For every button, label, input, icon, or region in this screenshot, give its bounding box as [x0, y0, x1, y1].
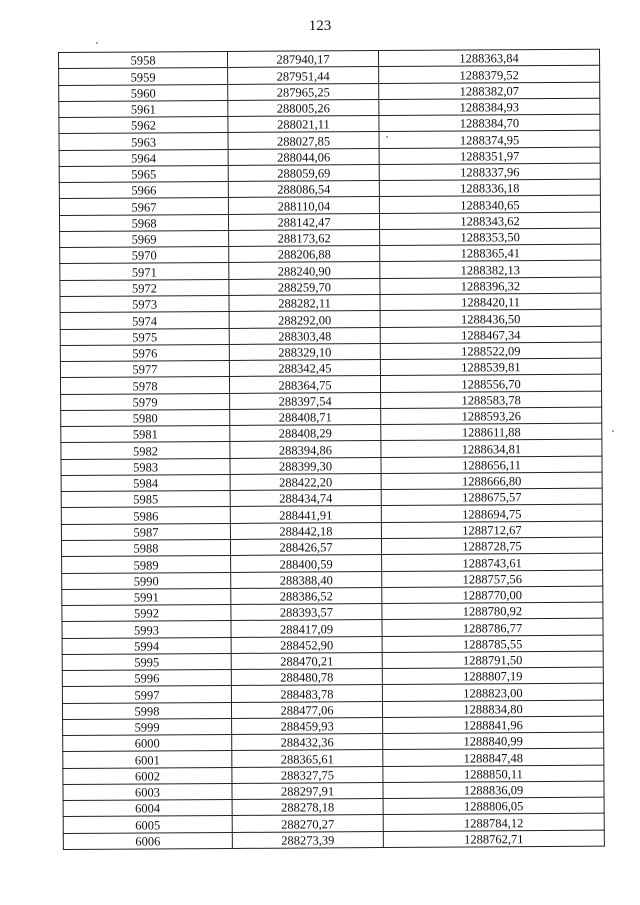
x-coordinate-cell: 288270,27: [232, 815, 383, 832]
point-number-cell: 5988: [61, 539, 230, 556]
point-number-cell: 5986: [61, 507, 230, 524]
point-number-cell: 5979: [61, 393, 230, 410]
point-number-cell: 5961: [59, 100, 228, 117]
point-number-cell: 5969: [60, 230, 229, 247]
y-coordinate-cell: 1288807,19: [382, 667, 603, 685]
x-coordinate-cell: 288417,09: [231, 620, 382, 637]
x-coordinate-cell: 288142,47: [228, 213, 379, 230]
x-coordinate-cell: 288365,61: [232, 750, 383, 767]
y-coordinate-cell: 1288384,70: [379, 114, 600, 132]
x-coordinate-cell: 288278,18: [232, 799, 383, 816]
x-coordinate-cell: 288027,85: [228, 132, 379, 149]
y-coordinate-cell: 1288379,52: [379, 65, 600, 83]
x-coordinate-cell: 288021,11: [228, 116, 379, 133]
x-coordinate-cell: 288393,57: [231, 604, 382, 621]
x-coordinate-cell: 288327,75: [232, 766, 383, 783]
y-coordinate-cell: 1288712,67: [381, 521, 602, 539]
y-coordinate-cell: 1288343,62: [379, 212, 600, 230]
point-number-cell: 6006: [63, 832, 232, 849]
y-coordinate-cell: 1288365,41: [380, 244, 601, 262]
x-coordinate-cell: 288442,18: [230, 522, 381, 539]
scan-speck: [386, 136, 388, 138]
point-number-cell: 6002: [63, 767, 232, 784]
y-coordinate-cell: 1288784,12: [383, 814, 604, 832]
y-coordinate-cell: 1288785,55: [382, 635, 603, 653]
x-coordinate-cell: 288480,78: [231, 669, 382, 686]
y-coordinate-cell: 1288675,57: [381, 488, 602, 506]
point-number-cell: 5963: [59, 133, 228, 150]
x-coordinate-cell: 288059,69: [228, 164, 379, 181]
point-number-cell: 6003: [63, 783, 232, 800]
point-number-cell: 5994: [62, 637, 231, 654]
y-coordinate-cell: 1288363,84: [378, 49, 599, 67]
point-number-cell: 5958: [59, 51, 228, 68]
point-number-cell: 5960: [59, 84, 228, 101]
y-coordinate-cell: 1288823,00: [382, 684, 603, 702]
coordinates-table-body: [59, 49, 605, 849]
y-coordinate-cell: 1288374,95: [379, 131, 600, 149]
y-coordinate-cell: 1288420,11: [380, 293, 601, 311]
y-coordinate-cell: 1288436,50: [380, 309, 601, 327]
y-coordinate-cell: 1288337,96: [379, 163, 600, 181]
table-row: [63, 830, 604, 850]
scan-speck: [96, 42, 98, 44]
x-coordinate-cell: 288086,54: [228, 181, 379, 198]
point-number-cell: 5999: [63, 718, 232, 735]
y-coordinate-cell: 1288786,77: [382, 618, 603, 636]
x-coordinate-cell: 288329,10: [229, 343, 380, 360]
page-number: 123: [308, 18, 332, 34]
x-coordinate-cell: 288005,26: [228, 99, 379, 116]
x-coordinate-cell: 288110,04: [228, 197, 379, 214]
point-number-cell: 5983: [61, 458, 230, 475]
point-number-cell: 5973: [60, 295, 229, 312]
point-number-cell: 5987: [61, 523, 230, 540]
y-coordinate-cell: 1288396,32: [380, 277, 601, 295]
x-coordinate-cell: 288399,30: [230, 457, 381, 474]
point-number-cell: 5997: [62, 686, 231, 703]
y-coordinate-cell: 1288847,48: [383, 749, 604, 767]
point-number-cell: 5964: [59, 149, 228, 166]
point-number-cell: 5984: [61, 474, 230, 491]
x-coordinate-cell: 288240,90: [229, 262, 380, 279]
x-coordinate-cell: 288044,06: [228, 148, 379, 165]
point-number-cell: 5970: [60, 247, 229, 264]
point-number-cell: 5990: [62, 572, 231, 589]
point-number-cell: 5989: [62, 556, 231, 573]
point-number-cell: 5962: [59, 117, 228, 134]
y-coordinate-cell: 1288806,05: [383, 797, 604, 815]
x-coordinate-cell: 288388,40: [231, 571, 382, 588]
y-coordinate-cell: 1288384,93: [379, 98, 600, 116]
y-coordinate-cell: 1288336,18: [379, 179, 600, 197]
y-coordinate-cell: 1288522,09: [380, 342, 601, 360]
y-coordinate-cell: 1288694,75: [381, 505, 602, 523]
x-coordinate-cell: 287940,17: [227, 51, 378, 68]
y-coordinate-cell: 1288351,97: [379, 147, 600, 165]
y-coordinate-cell: 1288840,99: [383, 732, 604, 750]
y-coordinate-cell: 1288728,75: [381, 537, 602, 555]
point-number-cell: 5992: [62, 604, 231, 621]
x-coordinate-cell: 288273,39: [232, 831, 383, 848]
y-coordinate-cell: 1288467,34: [380, 326, 601, 344]
x-coordinate-cell: 288452,90: [231, 636, 382, 653]
x-coordinate-cell: 288459,93: [232, 717, 383, 734]
x-coordinate-cell: 288394,86: [230, 441, 381, 458]
point-number-cell: 5967: [59, 198, 228, 215]
y-coordinate-cell: 1288836,09: [383, 781, 604, 799]
point-number-cell: 5968: [59, 214, 228, 231]
point-number-cell: 5998: [62, 702, 231, 719]
y-coordinate-cell: 1288850,11: [383, 765, 604, 783]
x-coordinate-cell: 288408,71: [230, 408, 381, 425]
x-coordinate-cell: 288342,45: [229, 360, 380, 377]
point-number-cell: 5985: [61, 491, 230, 508]
x-coordinate-cell: 288397,54: [230, 392, 381, 409]
x-coordinate-cell: 288408,29: [230, 425, 381, 442]
x-coordinate-cell: 288432,36: [232, 734, 383, 751]
y-coordinate-cell: 1288382,13: [380, 261, 601, 279]
point-number-cell: 5966: [59, 182, 228, 199]
x-coordinate-cell: 288259,70: [229, 278, 380, 295]
point-number-cell: 6005: [63, 816, 232, 833]
y-coordinate-cell: 1288666,80: [381, 472, 602, 490]
point-number-cell: 5978: [60, 377, 229, 394]
x-coordinate-cell: 288483,78: [231, 685, 382, 702]
x-coordinate-cell: 288282,11: [229, 295, 380, 312]
y-coordinate-cell: 1288791,50: [382, 651, 603, 669]
coordinates-table: [58, 49, 605, 850]
point-number-cell: 5976: [60, 344, 229, 361]
point-number-cell: 5995: [62, 653, 231, 670]
y-coordinate-cell: 1288556,70: [380, 374, 601, 392]
x-coordinate-cell: 288386,52: [231, 587, 382, 604]
point-number-cell: 5974: [60, 312, 229, 329]
y-coordinate-cell: 1288593,26: [381, 407, 602, 425]
x-coordinate-cell: 288206,88: [229, 246, 380, 263]
point-number-cell: 5965: [59, 165, 228, 182]
point-number-cell: 5993: [62, 621, 231, 638]
y-coordinate-cell: 1288611,88: [381, 423, 602, 441]
y-coordinate-cell: 1288656,11: [381, 456, 602, 474]
point-number-cell: 5981: [61, 426, 230, 443]
x-coordinate-cell: 288422,20: [230, 473, 381, 490]
point-number-cell: 5971: [60, 263, 229, 280]
point-number-cell: 5982: [61, 442, 230, 459]
y-coordinate-cell: 1288583,78: [381, 391, 602, 409]
x-coordinate-cell: 288426,57: [230, 539, 381, 556]
point-number-cell: 5972: [60, 279, 229, 296]
x-coordinate-cell: 287965,25: [228, 83, 379, 100]
y-coordinate-cell: 1288757,56: [382, 570, 603, 588]
x-coordinate-cell: 287951,44: [228, 67, 379, 84]
y-coordinate-cell: 1288743,61: [382, 553, 603, 571]
y-coordinate-cell: 1288353,50: [380, 228, 601, 246]
point-number-cell: 6001: [63, 751, 232, 768]
point-number-cell: 5975: [60, 328, 229, 345]
y-coordinate-cell: 1288770,00: [382, 586, 603, 604]
x-coordinate-cell: 288400,59: [231, 555, 382, 572]
y-coordinate-cell: 1288634,81: [381, 440, 602, 458]
x-coordinate-cell: 288434,74: [230, 490, 381, 507]
x-coordinate-cell: 288470,21: [231, 652, 382, 669]
x-coordinate-cell: 288173,62: [229, 229, 380, 246]
point-number-cell: 6004: [63, 800, 232, 817]
point-number-cell: 5996: [62, 670, 231, 687]
y-coordinate-cell: 1288834,80: [382, 700, 603, 718]
y-coordinate-cell: 1288762,71: [383, 830, 604, 848]
point-number-cell: 5991: [62, 588, 231, 605]
point-number-cell: 5959: [59, 68, 228, 85]
y-coordinate-cell: 1288780,92: [382, 602, 603, 620]
x-coordinate-cell: 288297,91: [232, 782, 383, 799]
x-coordinate-cell: 288477,06: [231, 701, 382, 718]
x-coordinate-cell: 288364,75: [229, 376, 380, 393]
y-coordinate-cell: 1288841,96: [383, 716, 604, 734]
point-number-cell: 6000: [63, 735, 232, 752]
x-coordinate-cell: 288303,48: [229, 327, 380, 344]
point-number-cell: 5980: [61, 409, 230, 426]
y-coordinate-cell: 1288539,81: [380, 358, 601, 376]
x-coordinate-cell: 288292,00: [229, 311, 380, 328]
y-coordinate-cell: 1288382,07: [379, 82, 600, 100]
x-coordinate-cell: 288441,91: [230, 506, 381, 523]
point-number-cell: 5977: [60, 361, 229, 378]
y-coordinate-cell: 1288340,65: [379, 196, 600, 214]
scan-speck: [612, 430, 614, 432]
